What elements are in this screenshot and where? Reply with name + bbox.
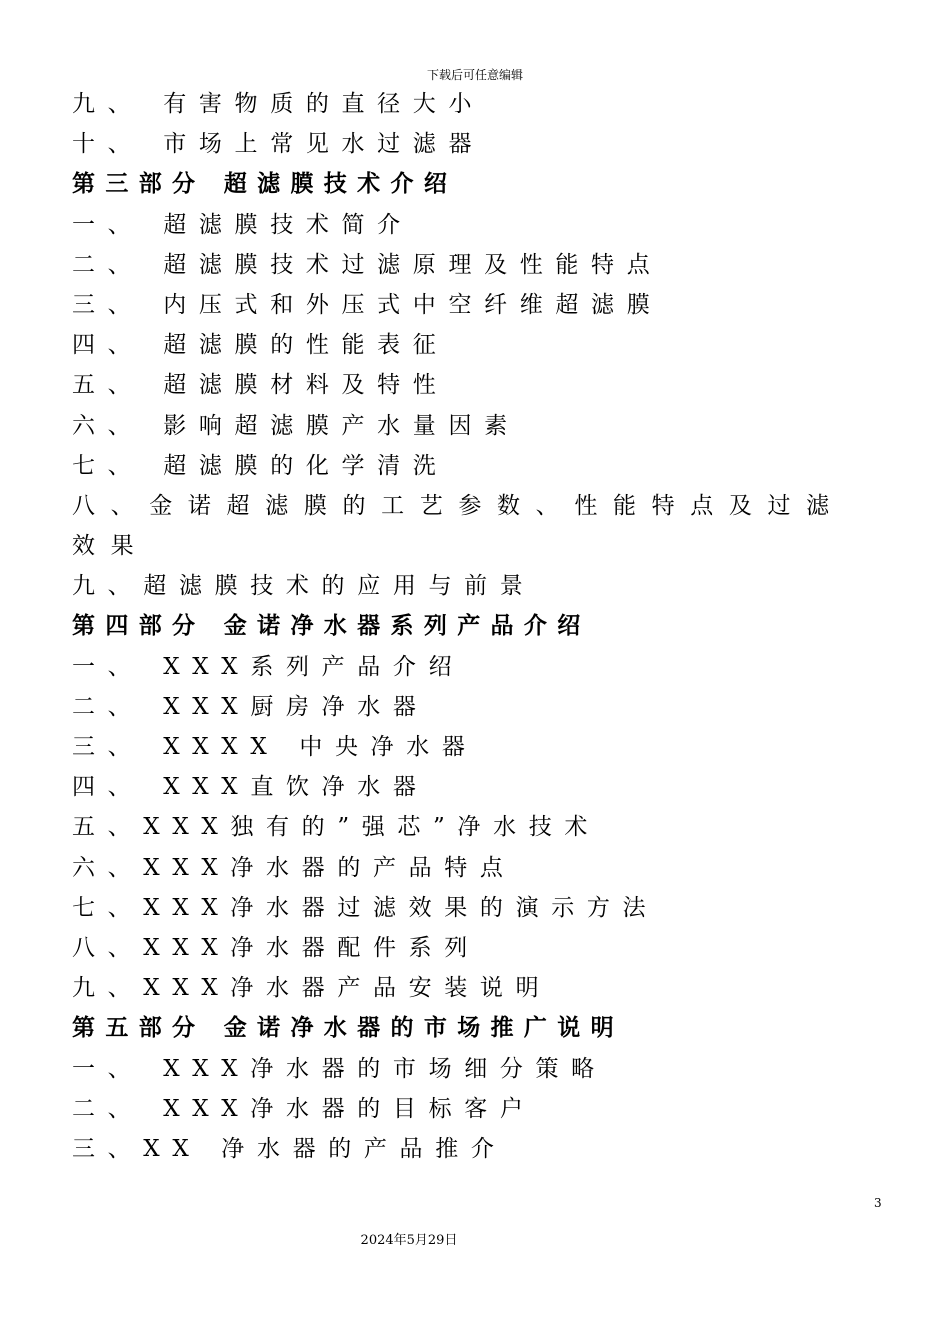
toc-entry: 三、 XXXX 中央净水器 [72,734,478,760]
toc-entry: 三、 内压式和外压式中空纤维超滤膜 [72,291,663,318]
toc-entry: 三、XX 净水器的产品推介 [72,1135,507,1162]
toc-section-heading: 第三部分 超滤膜技术介绍 [72,171,458,198]
toc-entry: 九、超滤膜技术的应用与前景 [72,573,536,600]
toc-entry: 八、XXX净水器配件系列 [72,934,480,961]
toc-entry: 七、XXX净水器过滤效果的演示方法 [72,894,659,921]
toc-entry: 五、 超滤膜材料及特性 [72,372,449,399]
toc-entry: 一、 XXX净水器的市场细分策略 [72,1055,607,1082]
toc-entry: 八、金诺超滤膜的工艺参数、性能特点及过滤 [72,492,845,519]
toc-entry: 九、 有害物质的直径大小 [72,91,485,117]
page-header: 下载后可任意编辑 [426,68,523,82]
toc-section-heading: 第五部分 金诺净水器的市场推广说明 [72,1015,624,1042]
toc-entry: 五、XXX独有的”强芯”净水技术 [72,814,601,841]
toc-entry: 四、 XXX直饮净水器 [72,774,429,801]
page-number: 3 [874,1196,882,1210]
footer-date: 2024年5月29日 [360,1233,458,1248]
toc-section-heading: 第四部分 金诺净水器系列产品介绍 [72,613,591,640]
toc-entry: 九、XXX净水器产品安装说明 [72,975,552,1002]
toc-entry: 二、 XXX净水器的目标客户 [72,1095,536,1122]
toc-entry: 十、 市场上常见水过滤器 [72,131,485,158]
table-of-contents [72,84,872,1169]
toc-entry: 二、 超滤膜技术过滤原理及性能特点 [72,251,663,278]
toc-entry: 四、 超滤膜的性能表征 [72,332,449,359]
toc-entry: 七、 超滤膜的化学清洗 [72,452,449,479]
toc-entry: 一、 XXX系列产品介绍 [72,653,465,680]
toc-entry: 一、 超滤膜技术简介 [72,211,413,238]
toc-entry: 效果 [72,533,150,560]
toc-entry: 六、XXX净水器的产品特点 [72,854,516,881]
toc-entry: 二、 XXX厨房净水器 [72,693,429,720]
toc-entry: 六、 影响超滤膜产水量因素 [72,412,520,439]
